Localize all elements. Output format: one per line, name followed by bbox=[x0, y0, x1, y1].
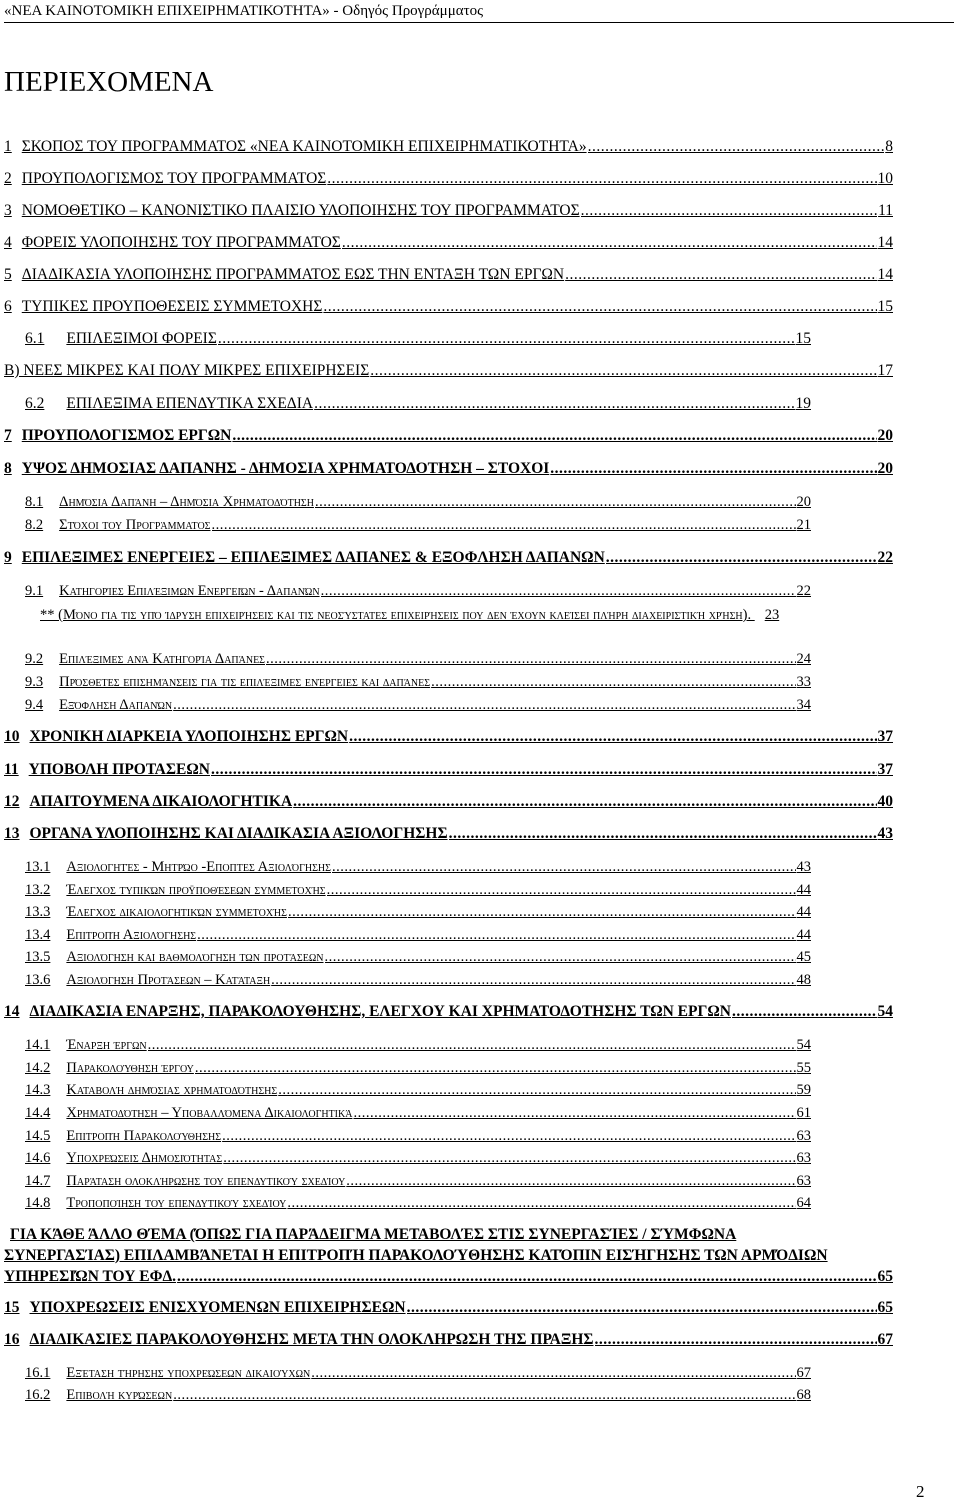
toc-entry-text: Επιτροπή Παρακολούθησης bbox=[66, 1128, 222, 1144]
toc-leader-dots bbox=[606, 548, 877, 568]
toc-leader-dots bbox=[550, 459, 876, 479]
toc-entry-page: 44 bbox=[796, 904, 811, 920]
toc-entry-page: 24 bbox=[796, 651, 811, 667]
toc-entry[interactable] bbox=[4, 137, 893, 157]
toc-leader-dots bbox=[349, 727, 876, 747]
toc-entry-text: Επιλέξιμες ανά Κατηγορία Δαπάνες bbox=[59, 651, 266, 667]
toc-entry-number: 8.2 bbox=[25, 517, 44, 533]
toc-entry-text: ΝΟΜΟΘΕΤΙΚΟ – ΚΑΝΟΝΙΣΤΙΚΟ ΠΛΑΙΣΙΟ ΥΛΟΠΟΙΗΣΗΣ ΤΟΥ ΠΡΟΓΡΑΜΜΑΤΟΣ bbox=[21, 202, 580, 219]
toc-leader-dots bbox=[327, 880, 796, 900]
toc-entry-page: 59 bbox=[796, 1082, 811, 1098]
toc-entry-page: 43 bbox=[877, 825, 893, 842]
toc-entry[interactable] bbox=[25, 581, 811, 601]
toc-entry[interactable] bbox=[25, 1193, 811, 1213]
toc-leader-dots bbox=[278, 1080, 795, 1100]
toc-entry[interactable] bbox=[25, 880, 811, 900]
toc-entry[interactable] bbox=[4, 297, 893, 317]
toc-entry-text: ΟΡΓΑΝΑ ΥΛΟΠΟΙΗΣΗΣ ΚΑΙ ΔΙΑΔΙΚΑΣΙΑ ΑΞΙΟΛΟΓΗΣΗΣ bbox=[29, 825, 448, 842]
toc-entry-page: 48 bbox=[796, 972, 811, 988]
toc-entry-text: ΑΠΑΙΤΟΥΜΕΝΑ ΔΙΚΑΙΟΛΟΓΗΤΙΚΑ bbox=[29, 793, 293, 810]
toc-leader-dots bbox=[173, 695, 795, 715]
toc-entry-number: 8.1 bbox=[25, 494, 44, 510]
toc-entry-number: 13.4 bbox=[25, 927, 51, 943]
toc-entry[interactable] bbox=[4, 792, 893, 812]
toc-entry-page: 65 bbox=[877, 1299, 893, 1316]
toc-entry[interactable] bbox=[4, 1002, 893, 1022]
toc-entry-text: Χρηματοδότηση – Υποβαλλόμενα Δικαιολογητικά bbox=[66, 1105, 353, 1121]
toc-entry-text: ΕΠΙΛΕΞΙΜΑ ΕΠΕΝΔΥΤΙΚΑ ΣΧΕΔΙΑ bbox=[66, 395, 314, 412]
toc-leader-dots bbox=[271, 970, 795, 990]
toc-entry-number: 9.2 bbox=[25, 651, 44, 667]
toc-entry-page: 11 bbox=[878, 202, 893, 219]
toc-entry-number: 14 bbox=[4, 1003, 20, 1020]
toc-entry-page: 44 bbox=[796, 927, 811, 943]
toc-entry-text: Υποχρεώσεις Δημοσιότητας bbox=[66, 1150, 223, 1166]
toc-entry-page: 21 bbox=[796, 517, 811, 533]
toc-entry-number: 9 bbox=[4, 549, 12, 566]
toc-entry-text: Εξέταση τήρησης υποχρεώσεων δικαιούχων bbox=[66, 1365, 311, 1381]
toc-entry-page: 34 bbox=[796, 697, 811, 713]
toc-entry-number: 14.2 bbox=[25, 1060, 51, 1076]
toc-entry-page: 15 bbox=[877, 298, 893, 315]
toc-entry[interactable] bbox=[25, 1058, 811, 1078]
toc-entry[interactable] bbox=[25, 925, 811, 945]
toc-entry-number: 13 bbox=[4, 825, 20, 842]
toc-entry[interactable] bbox=[4, 760, 893, 780]
toc-entry-page: 33 bbox=[796, 674, 811, 690]
toc-entry[interactable] bbox=[4, 1267, 893, 1287]
toc-entry-text: Στόχοι του Προγράμματος bbox=[59, 517, 211, 533]
toc-leader-dots bbox=[327, 169, 876, 189]
toc-entry-number: 8 bbox=[4, 460, 12, 477]
toc-entry-page: 37 bbox=[877, 761, 893, 778]
toc-leader-dots bbox=[177, 1267, 876, 1287]
toc-entry-text: Αξιολόγηση και βαθμολόγηση των προτάσεων bbox=[66, 949, 324, 965]
toc-leader-dots bbox=[222, 1126, 795, 1146]
toc-entry-text: Έναρξη έργων bbox=[66, 1037, 147, 1053]
toc-entry-number: 13.1 bbox=[25, 859, 51, 875]
toc-entry-text: ΠΡΟΥΠΟΛΟΓΙΣΜΟΣ ΤΟΥ ΠΡΟΓΡΑΜΜΑΤΟΣ bbox=[21, 170, 327, 187]
toc-entry-text: ΥΠΟΒΟΛΗ ΠΡΟΤΑΣΕΩΝ bbox=[28, 761, 210, 778]
toc-entry-page: 37 bbox=[877, 728, 893, 745]
toc-entry-page: 63 bbox=[796, 1150, 811, 1166]
toc-entry-page: 67 bbox=[796, 1365, 811, 1381]
toc-leader-dots bbox=[218, 329, 795, 349]
toc-entry[interactable] bbox=[4, 169, 893, 189]
toc-entry-text: ΔΙΑΔΙΚΑΣΙΑ ΥΛΟΠΟΙΗΣΗΣ ΠΡΟΓΡΑΜΜΑΤΟΣ ΕΩΣ ΤΗΝ ΕΝΤΑΞΗ ΤΩΝ ΕΡΓΩΝ bbox=[21, 266, 565, 283]
toc-leader-dots bbox=[353, 1103, 795, 1123]
toc-entry-page: 10 bbox=[877, 170, 893, 187]
toc-entry[interactable] bbox=[25, 394, 811, 414]
toc-entry[interactable] bbox=[25, 515, 811, 535]
toc-entry-text: Τροποποίηση του επενδυτικού σχεδίου bbox=[66, 1195, 287, 1211]
toc-entry-text: ΔΙΑΔΙΚΑΣΙΕΣ ΠΑΡΑΚΟΛΟΥΘΗΣΗΣ ΜΕΤΑ ΤΗΝ ΟΛΟΚΛΗΡΩΣΗ ΤΗΣ ΠΡΑΞΗΣ bbox=[29, 1331, 594, 1348]
toc-entry-text: Έλεγχος δικαιολογητικών συμμετοχής bbox=[66, 904, 287, 920]
toc-entry-number: 14.3 bbox=[25, 1082, 51, 1098]
toc-entry-page: 20 bbox=[796, 494, 811, 510]
toc-entry-number: 11 bbox=[4, 761, 19, 778]
toc-entry-page: 8 bbox=[885, 138, 893, 155]
toc-entry-number: 6.1 bbox=[25, 330, 45, 347]
toc-leader-dots bbox=[323, 297, 876, 317]
toc-leader-dots bbox=[232, 426, 876, 446]
toc-entry-text: Εξόφληση Δαπανών bbox=[59, 697, 173, 713]
toc-entry-page: 14 bbox=[877, 234, 893, 251]
toc-entry-page: 20 bbox=[877, 460, 893, 477]
toc-entry-page: 55 bbox=[796, 1060, 811, 1076]
toc-leader-dots bbox=[266, 649, 795, 669]
toc-entry-number: 12 bbox=[4, 793, 20, 810]
toc-entry-text: ΥΠΗΡΕΣΙΏΝ ΤΟΥ ΕΦΔ. bbox=[4, 1268, 177, 1285]
toc-leader-dots bbox=[332, 857, 796, 877]
toc-entry-page: 67 bbox=[877, 1331, 893, 1348]
toc-entry-text: ΠΡΟΥΠΟΛΟΓΙΣΜΟΣ ΕΡΓΩΝ bbox=[21, 427, 232, 444]
toc-entry-number: 14.1 bbox=[25, 1037, 51, 1053]
toc-entry-page: 63 bbox=[796, 1128, 811, 1144]
toc-entry-text: ΕΠΙΛΕΞΙΜΟΙ ΦΟΡΕΙΣ bbox=[66, 330, 217, 347]
toc-entry-page: 15 bbox=[795, 330, 811, 347]
toc-entry[interactable] bbox=[4, 201, 893, 221]
toc-entry[interactable] bbox=[25, 1035, 811, 1055]
toc-leader-dots bbox=[565, 265, 876, 285]
toc-entry-text: Έλεγχος τυπικών προϋποθέσεων συμμετοχής bbox=[66, 882, 326, 898]
toc-leader-dots bbox=[288, 902, 796, 922]
toc-entry-number: 14.4 bbox=[25, 1105, 51, 1121]
toc-entry-page: 44 bbox=[796, 882, 811, 898]
toc-leader-dots bbox=[315, 492, 796, 512]
toc-entry-number: 14.8 bbox=[25, 1195, 51, 1211]
toc-entry[interactable] bbox=[4, 265, 893, 285]
page-title: ΠΕΡΙΕΧΟΜΕΝΑ bbox=[4, 66, 214, 98]
toc-entry-page: 19 bbox=[795, 395, 811, 412]
toc-entry-number: 4 bbox=[4, 234, 12, 251]
toc-entry-text: ΣΚΟΠΟΣ ΤΟΥ ΠΡΟΓΡΑΜΜΑΤΟΣ «ΝΕΑ ΚΑΙΝΟΤΟΜΙΚΗ ΕΠΙΧΕΙΡΗΜΑΤΙΚΟΤΗΤΑ» bbox=[21, 138, 587, 155]
toc-leader-dots bbox=[195, 1058, 796, 1078]
toc-leader-dots bbox=[325, 947, 796, 967]
toc-entry-page: 65 bbox=[877, 1268, 893, 1285]
toc-entry-number: 14.7 bbox=[25, 1173, 51, 1189]
toc-entry-number: 5 bbox=[4, 266, 12, 283]
toc-entry-number: 13.6 bbox=[25, 972, 51, 988]
toc-entry[interactable] bbox=[25, 1080, 811, 1100]
toc-entry-text: Παράταση ολοκλήρωσης του επενδυτικού σχεδίου bbox=[66, 1173, 346, 1189]
toc-entry[interactable] bbox=[25, 947, 811, 967]
toc-entry[interactable] bbox=[4, 233, 893, 253]
toc-entry[interactable] bbox=[4, 824, 893, 844]
toc-entry-text: Κατηγορίες Επιλέξιμων Ενεργειών - Δαπανών bbox=[59, 583, 320, 599]
toc-leader-dots bbox=[293, 792, 876, 812]
toc-leader-dots bbox=[314, 394, 794, 414]
toc-entry-number: 16.1 bbox=[25, 1365, 51, 1381]
toc-entry-number: 6.2 bbox=[25, 395, 45, 412]
toc-entry-page: 68 bbox=[796, 1387, 811, 1403]
toc-entry-text: ΤΥΠΙΚΕΣ ΠΡΟΥΠΟΘΕΣΕΙΣ ΣΥΜΜΕΤΟΧΗΣ bbox=[21, 298, 323, 315]
toc-entry-text: ΓΙΑ ΚΆΘΕ ΆΛΛΟ ΘΈΜΑ (ΌΠΩΣ ΓΙΑ ΠΑΡΆΔΕΙΓΜΑ ΜΕΤΑΒΟΛΈΣ ΣΤΙΣ ΣΥΝΕΡΓΑΣΊΕΣ / ΣΎΜΦΩΝΑ bbox=[10, 1226, 737, 1243]
toc-entry-number: 6 bbox=[4, 298, 12, 315]
toc-entry-number: 9.4 bbox=[25, 697, 44, 713]
toc-leader-dots bbox=[173, 1385, 795, 1405]
toc-leader-dots bbox=[212, 515, 796, 535]
toc-entry[interactable] bbox=[4, 361, 893, 381]
toc-entry-text: ΥΠΟΧΡΕΩΣΕΙΣ ΕΝΙΣΧΥΟΜΕΝΩΝ ΕΠΙΧΕΙΡΗΣΕΩΝ bbox=[29, 1299, 406, 1316]
toc-entry-number: 13.2 bbox=[25, 882, 51, 898]
toc-entry-page: 45 bbox=[796, 949, 811, 965]
toc-leader-dots bbox=[287, 1193, 795, 1213]
toc-leader-dots bbox=[595, 1330, 877, 1350]
toc-leader-dots bbox=[148, 1035, 796, 1055]
toc-entry-page: 43 bbox=[796, 859, 811, 875]
toc-entry[interactable] bbox=[25, 970, 811, 990]
toc-entry[interactable] bbox=[4, 548, 893, 568]
toc-leader-dots bbox=[581, 201, 877, 221]
toc-leader-dots bbox=[449, 824, 877, 844]
toc-entry[interactable] bbox=[25, 1363, 811, 1383]
toc-entry-text: ΔΙΑΔΙΚΑΣΙΑ ΕΝΑΡΞΗΣ, ΠΑΡΑΚΟΛΟΥΘΗΣΗΣ, ΕΛΕΓΧΟΥ ΚΑΙ ΧΡΗΜΑΤΟΔΟΤΗΣΗΣ ΤΩΝ ΕΡΓΩΝ bbox=[29, 1003, 731, 1020]
toc-entry-text: Επιτροπή Αξιολόγησης bbox=[66, 927, 197, 943]
toc-entry-page: 40 bbox=[877, 793, 893, 810]
toc-entry-text: Δημόσια Δαπάνη – Δημόσια Χρηματοδότηση bbox=[59, 494, 314, 510]
toc-leader-dots bbox=[431, 672, 795, 692]
toc-entry[interactable] bbox=[25, 857, 811, 877]
toc-entry[interactable] bbox=[25, 672, 811, 692]
toc-entry-number: 13.3 bbox=[25, 904, 51, 920]
toc-entry-number: 13.5 bbox=[25, 949, 51, 965]
toc-entry[interactable] bbox=[25, 695, 811, 715]
toc-entry-text: Αξιολογητές - Μητρώο -Εποπτες Αξιολόγησης bbox=[66, 859, 331, 875]
toc-entry-page: 64 bbox=[796, 1195, 811, 1211]
toc-entry-text: ** (Μόνο για τις υπό ίδρυση επιχειρήσεις και τις νεοσύστατες επιχειρήσεις που δεν έχουν κλείσει πλήρη διαχειριστική χρήση). bbox=[40, 607, 755, 623]
toc-entry-number: 15 bbox=[4, 1299, 20, 1316]
toc-entry-text: Β) ΝΕΕΣ ΜΙΚΡΕΣ ΚΑΙ ΠΟΛΥ ΜΙΚΡΕΣ ΕΠΙΧΕΙΡΗΣΕΙΣ bbox=[4, 362, 370, 379]
toc-entry-number: 16.2 bbox=[25, 1387, 51, 1403]
toc-entry-number: 9.1 bbox=[25, 583, 44, 599]
toc-entry-text: Καταβολή δημόσιας χρηματοδότησης bbox=[66, 1082, 278, 1098]
toc-entry[interactable] bbox=[4, 459, 893, 479]
toc-entry[interactable] bbox=[25, 1171, 811, 1191]
toc-entry[interactable] bbox=[10, 1225, 850, 1245]
toc-entry-number: 2 bbox=[4, 170, 12, 187]
toc-entry[interactable] bbox=[25, 902, 811, 922]
page-number: 2 bbox=[916, 1482, 925, 1501]
toc-entry[interactable] bbox=[25, 1148, 811, 1168]
toc-entry[interactable] bbox=[4, 1298, 893, 1318]
toc-entry-page: 63 bbox=[796, 1173, 811, 1189]
toc-entry-page: 20 bbox=[877, 427, 893, 444]
toc-entry-text: Αξιολόγηση Προτάσεων – Κατάταξη bbox=[66, 972, 271, 988]
toc-entry[interactable] bbox=[25, 492, 811, 512]
toc-entry-text: Πρόσθετες επισημάνσεις για τις επιλέξιμες ενέργειες και δαπάνες bbox=[59, 674, 431, 690]
toc-entry-page: 54 bbox=[877, 1003, 893, 1020]
toc-entry-number: 16 bbox=[4, 1331, 20, 1348]
toc-entry-number: 1 bbox=[4, 138, 12, 155]
toc-entry[interactable] bbox=[25, 649, 811, 669]
toc-leader-dots bbox=[211, 760, 877, 780]
toc-leader-dots bbox=[346, 1171, 795, 1191]
toc-leader-dots bbox=[321, 581, 796, 601]
running-header: «ΝΕΑ ΚΑΙΝΟΤΟΜΙΚΗ ΕΠΙΧΕΙΡΗΜΑΤΙΚΟΤΗΤΑ» - Οδηγός Προγράμματος bbox=[4, 0, 954, 23]
toc-entry[interactable] bbox=[25, 329, 811, 349]
toc-leader-dots bbox=[407, 1298, 877, 1318]
toc-entry-number: 14.6 bbox=[25, 1150, 51, 1166]
toc-entry-text: Παρακολούθηση έργου bbox=[66, 1060, 194, 1076]
toc-leader-dots bbox=[588, 137, 885, 157]
toc-leader-dots bbox=[223, 1148, 795, 1168]
toc-entry-text: ΕΠΙΛΕΞΙΜΕΣ ΕΝΕΡΓΕΙΕΣ – ΕΠΙΛΕΞΙΜΕΣ ΔΑΠΑΝΕΣ & ΕΞΟΦΛΗΣΗ ΔΑΠΑΝΩΝ bbox=[21, 549, 605, 566]
toc-entry[interactable] bbox=[4, 426, 893, 446]
toc-entry[interactable] bbox=[25, 1103, 811, 1123]
toc-entry-page: 17 bbox=[877, 362, 893, 379]
toc-entry[interactable] bbox=[4, 1330, 893, 1350]
toc-entry-page: 14 bbox=[877, 266, 893, 283]
toc-entry-number: 10 bbox=[4, 728, 20, 745]
toc-leader-dots bbox=[732, 1002, 877, 1022]
toc-entry-number: 14.5 bbox=[25, 1128, 51, 1144]
toc-entry[interactable] bbox=[25, 604, 915, 627]
toc-entry-page: 61 bbox=[796, 1105, 811, 1121]
toc-entry-page: 22 bbox=[796, 583, 811, 599]
toc-leader-dots bbox=[197, 925, 795, 945]
toc-entry-text: ΦΟΡΕΙΣ ΥΛΟΠΟΙΗΣΗΣ ΤΟΥ ΠΡΟΓΡΑΜΜΑΤΟΣ bbox=[21, 234, 341, 251]
toc-leader-dots bbox=[370, 361, 876, 381]
toc-entry-number: 7 bbox=[4, 427, 12, 444]
toc-entry-page: 54 bbox=[796, 1037, 811, 1053]
toc-entry[interactable] bbox=[4, 727, 893, 747]
toc-entry-number: 3 bbox=[4, 202, 12, 219]
toc-entry-text: ΥΨΟΣ ΔΗΜΟΣΙΑΣ ΔΑΠΑΝΗΣ - ΔΗΜΟΣΙΑ ΧΡΗΜΑΤΟΔΟΤΗΣΗ – ΣΤΟΧΟΙ bbox=[21, 460, 550, 477]
toc-leader-dots bbox=[311, 1363, 795, 1383]
toc-leader-dots bbox=[342, 233, 877, 253]
toc-entry-number: 9.3 bbox=[25, 674, 44, 690]
toc-entry-text: Επιβολή κυρώσεων bbox=[66, 1387, 173, 1403]
toc-entry[interactable] bbox=[4, 1246, 954, 1266]
toc-entry[interactable] bbox=[25, 1126, 811, 1146]
toc-entry-text: ΣΥΝΕΡΓΑΣΊΑΣ) ΕΠΙΛΑΜΒΆΝΕΤΑΙ Η ΕΠΙΤΡΟΠΉ ΠΑΡΑΚΟΛΟΎΘΗΣΗΣ ΚΑΤΌΠΙΝ ΕΙΣΉΓΗΣΗΣ ΤΩΝ ΑΡΜΌΔΙΩΝ bbox=[4, 1247, 828, 1264]
toc-entry-page: 23 bbox=[764, 607, 780, 623]
toc-entry-text: ΧΡΟΝΙΚΗ ΔΙΑΡΚΕΙΑ ΥΛΟΠΟΙΗΣΗΣ ΕΡΓΩΝ bbox=[29, 728, 349, 745]
toc-entry[interactable] bbox=[25, 1385, 811, 1405]
toc-entry-page: 22 bbox=[877, 549, 893, 566]
